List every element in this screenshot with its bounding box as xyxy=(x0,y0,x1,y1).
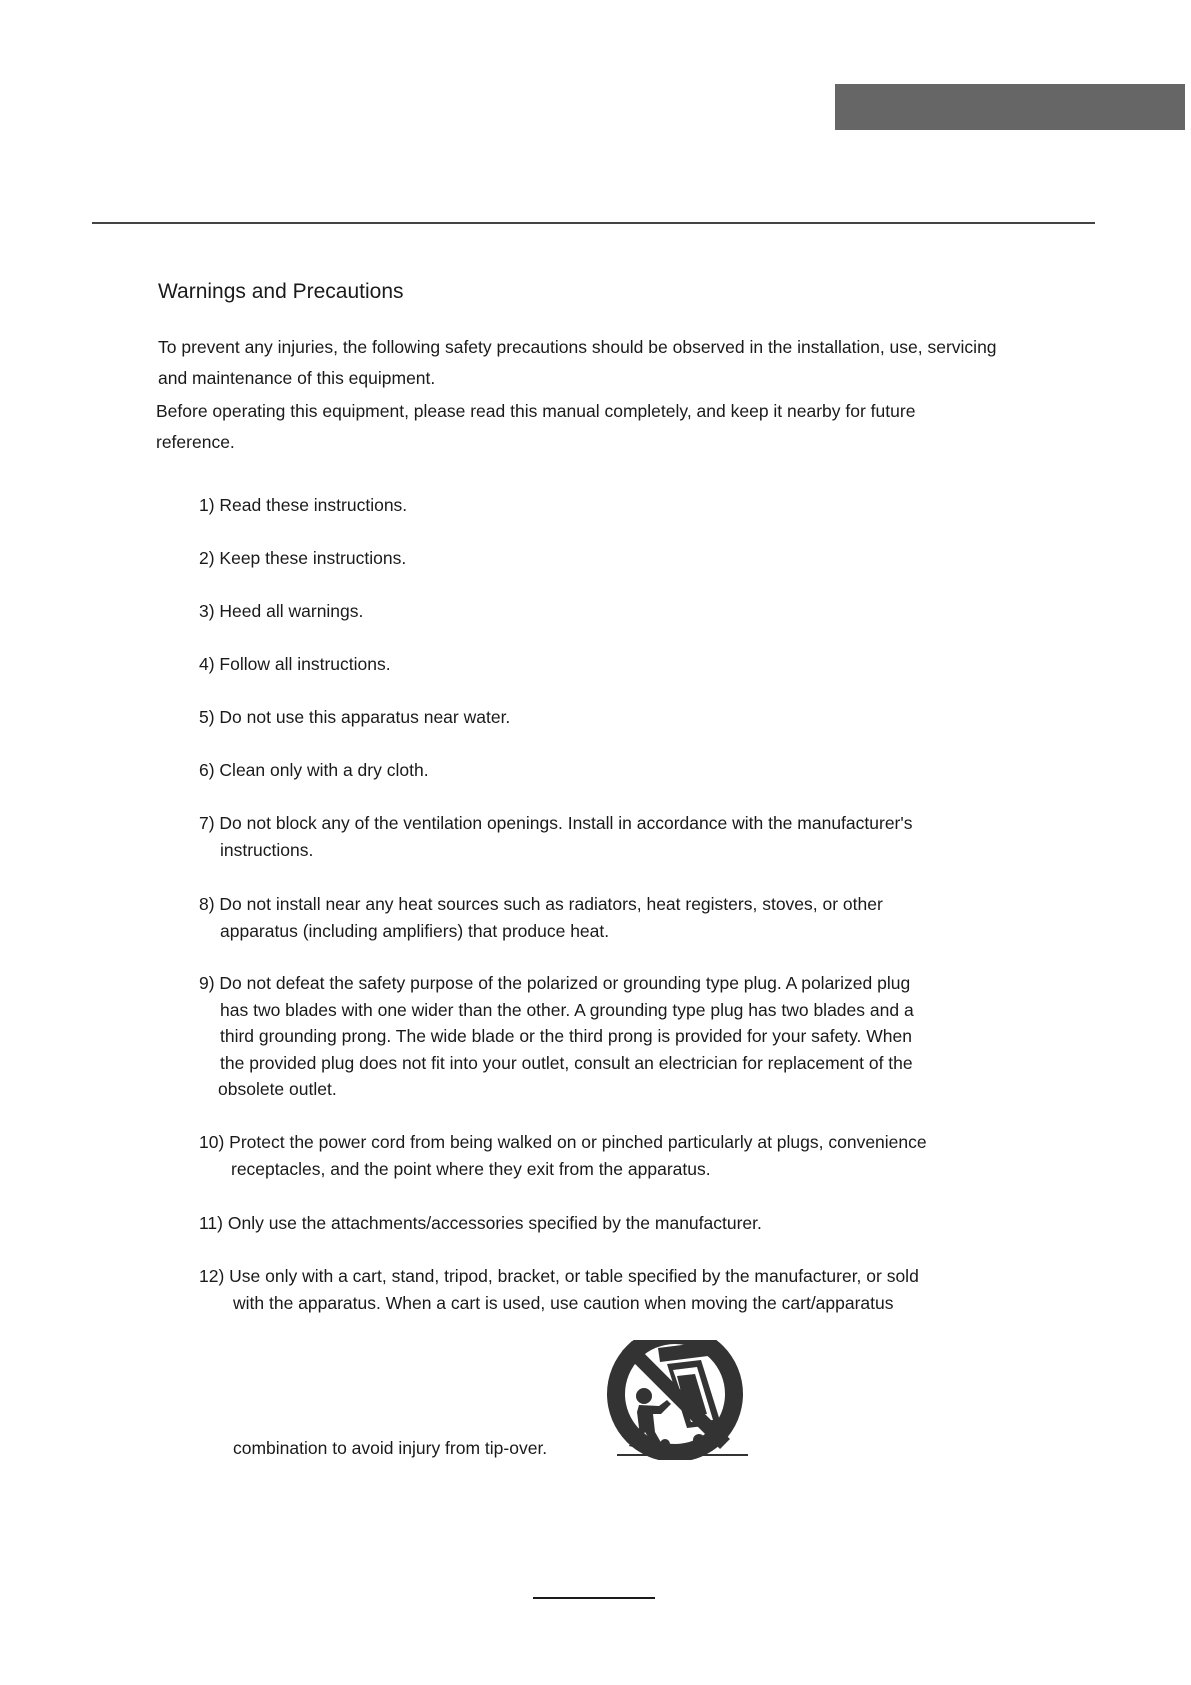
step-text: 8) Do not install near any heat sources such as radiators, heat registers, stoves, or other xyxy=(199,894,883,914)
step-text: 2) Keep these instructions. xyxy=(199,548,407,568)
step-text: apparatus (including amplifiers) that produce heat. xyxy=(220,920,610,941)
step-text: has two blades with one wider than the other. A grounding type plug has two blades and a xyxy=(220,999,914,1020)
step-text: 11) Only use the attachments/accessories specified by the manufacturer. xyxy=(199,1213,762,1233)
list-item xyxy=(199,810,912,863)
list-item xyxy=(199,1129,927,1182)
page-title: Warnings and Precautions xyxy=(158,280,404,303)
header-rule xyxy=(92,222,1095,224)
list-item xyxy=(199,757,429,784)
step-text: with the apparatus. When a cart is used, use caution when moving the cart/apparatus xyxy=(233,1292,894,1313)
step-text: 7) Do not block any of the ventilation openings. Install in accordance with the manufacturer's xyxy=(199,813,913,833)
cart-tip-over-warning-icon xyxy=(603,1340,753,1460)
list-item xyxy=(199,891,883,944)
step-text: instructions. xyxy=(220,839,314,860)
list-item xyxy=(199,598,363,625)
intro-paragraph: Before operating this equipment, please read this manual completely, and keep it nearby for future reference. xyxy=(156,401,916,452)
step-text: third grounding prong. The wide blade or the third prong is provided for your safety. When xyxy=(220,1026,912,1046)
list-item xyxy=(199,1210,762,1237)
step-text: 12) Use only with a cart, stand, tripod, bracket, or table specified by the manufacturer, or sold xyxy=(199,1266,919,1286)
step-text: 1) Read these instructions. xyxy=(199,495,408,515)
list-item xyxy=(199,651,391,678)
list-item xyxy=(199,545,406,572)
header-tab xyxy=(835,84,1185,130)
list-item xyxy=(199,492,407,519)
step-text: combination to avoid injury from tip-over. xyxy=(233,1438,548,1458)
step-text: receptacles, and the point where they exit from the apparatus. xyxy=(231,1158,711,1179)
list-item xyxy=(199,970,914,1103)
step-text: 6) Clean only with a dry cloth. xyxy=(199,760,429,780)
step-text: 10) Protect the power cord from being walked on or pinched particularly at plugs, convenience xyxy=(199,1132,927,1152)
step-text: 9) Do not defeat the safety purpose of the polarized or grounding type plug. A polarized plug xyxy=(199,973,911,993)
step-text: 3) Heed all warnings. xyxy=(199,601,364,621)
step-text: 5) Do not use this apparatus near water. xyxy=(199,707,511,727)
list-item xyxy=(233,1435,547,1462)
list-item xyxy=(199,704,510,731)
list-item xyxy=(199,1263,919,1316)
step-text: 4) Follow all instructions. xyxy=(199,654,391,674)
step-text: obsolete outlet. xyxy=(218,1079,337,1099)
intro-paragraph: To prevent any injuries, the following safety precautions should be observed in the installation, use, servicing and maintenance of this equipment. xyxy=(158,337,997,388)
footer-rule xyxy=(533,1597,655,1599)
step-text: the provided plug does not fit into your outlet, consult an electrician for replacement of the xyxy=(220,1052,913,1073)
